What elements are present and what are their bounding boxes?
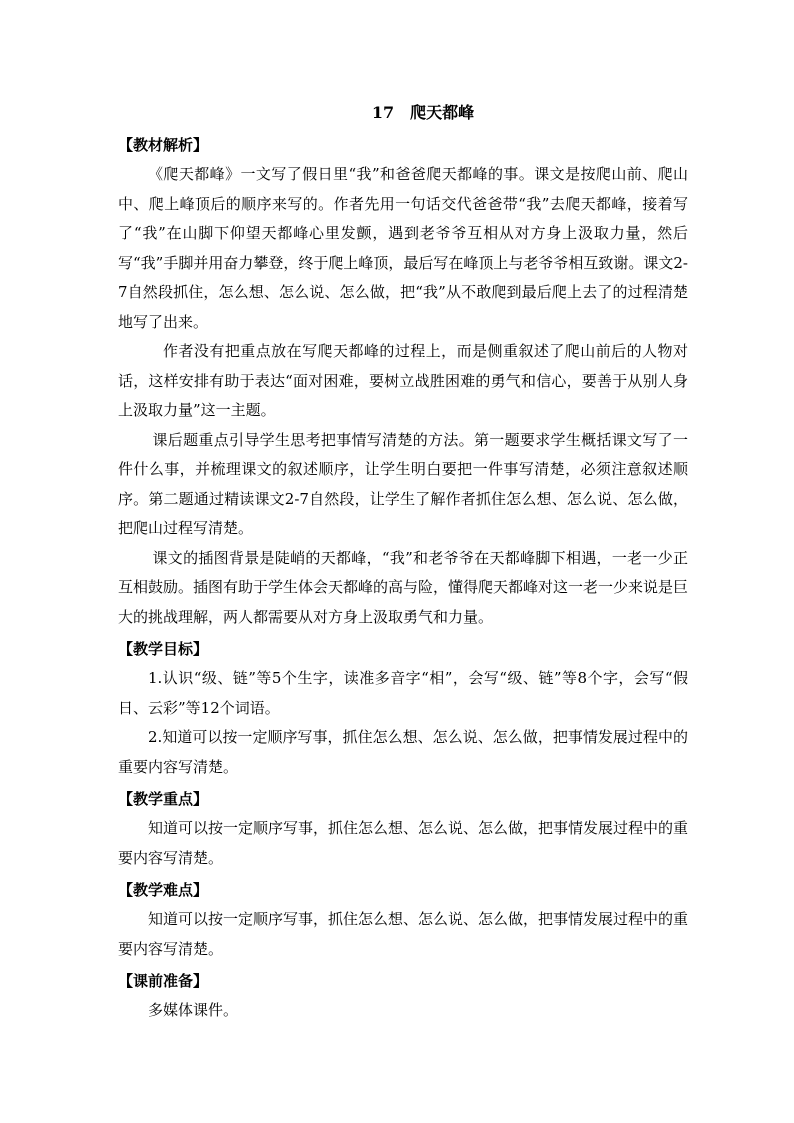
- section-goals: [118, 634, 688, 782]
- section-heading-goals: 【教学目标】: [118, 640, 209, 658]
- difficulties-paragraph-1: 知道可以按一定顺序写事，抓住怎么想、怎么说、怎么做，把事情发展过程中的重要内容写清楚。: [118, 910, 689, 958]
- document-page: [118, 100, 688, 1026]
- analysis-paragraph-4: 课文的插图背景是陡峭的天都峰，“我”和老爷爷在天都峰脚下相遇，一老一少正互相鼓励。插图有助于学生体会天都峰的高与险，懂得爬天都峰对这一老一少来说是巨大的挑战理解，两人都需要从对方身上汲取勇气和力量。: [118, 548, 689, 626]
- section-preparation: [118, 966, 688, 1026]
- section-heading-difficulties: 【教学难点】: [118, 881, 209, 899]
- page-title: 17 爬天都峰: [371, 103, 475, 122]
- analysis-paragraph-1: 《爬天都峰》一文写了假日里“我”和爸爸爬天都峰的事。课文是按爬山前、爬山中、爬上峰顶后的顺序来写的。作者先用一句话交代爸爸带“我”去爬天都峰，接着写了“我”在山脚下仰望天都峰心里发颤，遇到老爷爷互相从对方身上汲取力量，然后写“我”手脚并用奋力攀登，终于爬上峰顶，最后写在峰顶上与老爷爷相互致谢。课文2-7自然段抓住，怎么想、怎么说、怎么做，把“我”从不敢爬到最后爬上去了的过程清楚地写了出来。: [118, 165, 688, 331]
- section-heading-analysis: 【教材解析】: [118, 136, 209, 154]
- preparation-paragraph-1: 多媒体课件。: [148, 1001, 239, 1019]
- key-points-paragraph-1: 知道可以按一定顺序写事，抓住怎么想、怎么说、怎么做，把事情发展过程中的重要内容写清楚。: [118, 819, 689, 867]
- section-heading-key-points: 【教学重点】: [118, 790, 209, 808]
- goals-paragraph-1: 1.认识“级、链”等5个生字，读准多音字“相”，会写“级、链”等8个字，会写“假日、云彩”等12个词语。: [118, 669, 688, 717]
- section-heading-preparation: 【课前准备】: [118, 972, 209, 990]
- analysis-paragraph-2: 作者没有把重点放在写爬天都峰的过程上，而是侧重叙述了爬山前后的人物对话，这样安排有助于表达“面对困难，要树立战胜困难的勇气和信心，要善于从别人身上汲取力量”这一主题。: [118, 342, 688, 419]
- goals-paragraph-2: 2.知道可以按一定顺序写事，抓住怎么想、怎么说、怎么做，把事情发展过程中的重要内容写清楚。: [118, 728, 688, 776]
- section-key-points: [118, 784, 688, 873]
- analysis-paragraph-3: 课后题重点引导学生思考把事情写清楚的方法。第一题要求学生概括课文写了一件什么事，并梳理课文的叙述顺序，让学生明白要把一件事写清楚，必须注意叙述顺序。第二题通过精读课文2-7自然段，让学生了解作者抓住怎么想、怎么说、怎么做，把爬山过程写清楚。: [118, 430, 688, 537]
- section-analysis: [118, 130, 688, 632]
- section-difficulties: [118, 875, 688, 964]
